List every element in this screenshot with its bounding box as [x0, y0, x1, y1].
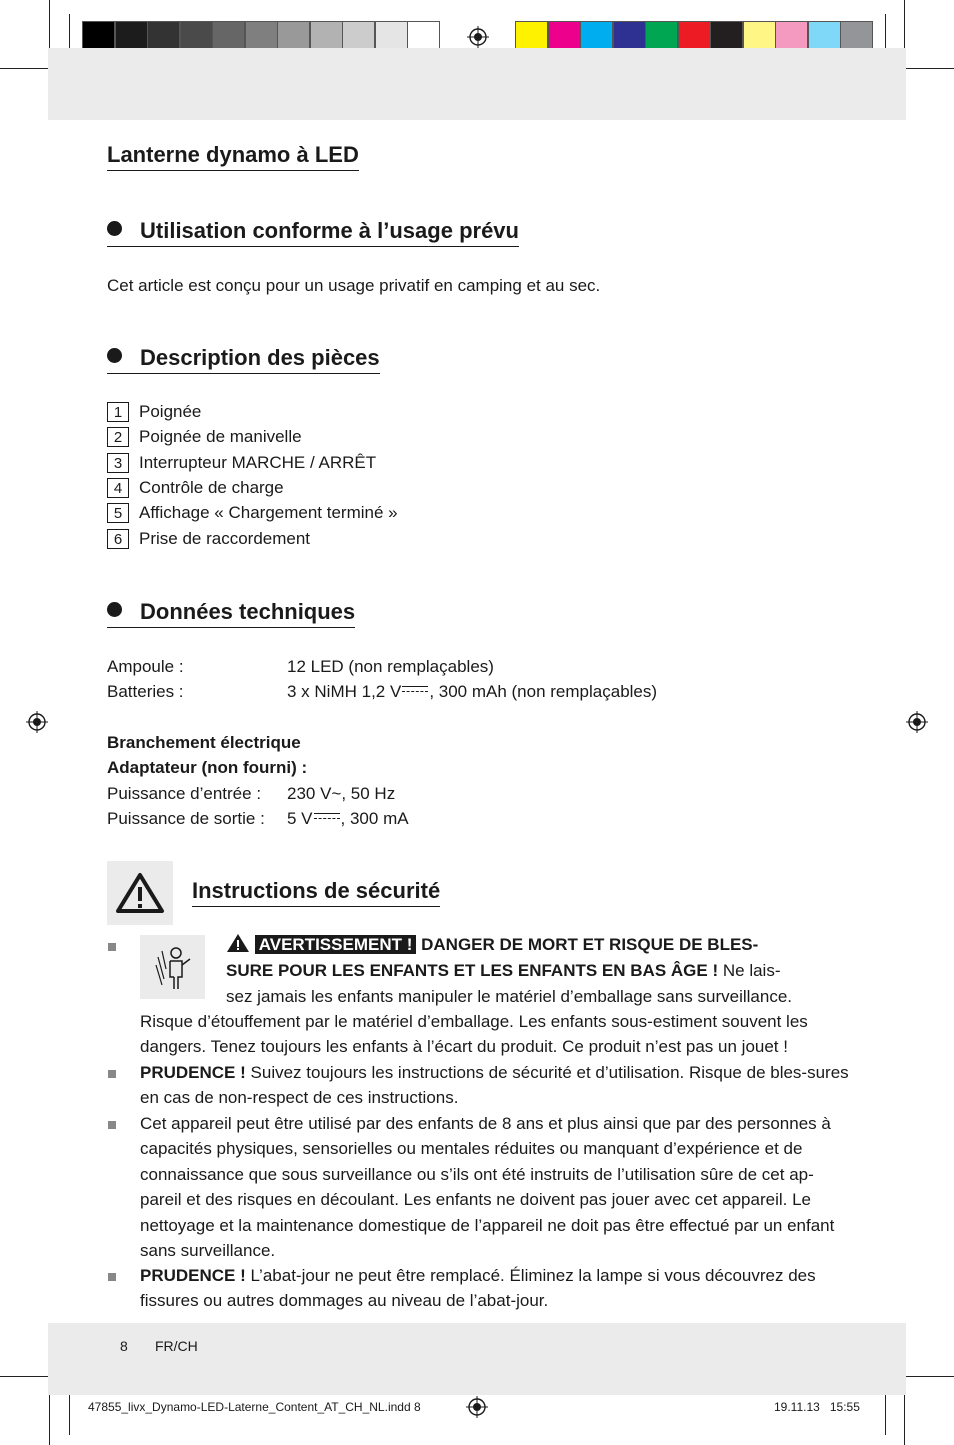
batteries-value: 3 x NiMH 1,2 V , 300 mAh (non remplaçables)	[287, 682, 658, 701]
part-item: 2 Poignée de manivelle	[107, 426, 302, 448]
input-value: 230 V~, 50 Hz	[287, 784, 396, 803]
crop-mark	[904, 1393, 905, 1445]
warning-triangle-icon	[107, 861, 173, 925]
language-code: FR/CH	[155, 1338, 198, 1354]
warning-line-1: AVERTISSEMENT ! DANGER DE MORT ET RISQUE DE BLES-	[226, 932, 758, 957]
registration-mark-icon	[466, 1396, 488, 1418]
warning-triangle-small-icon	[226, 933, 250, 953]
output-value: 5 V , 300 mA	[287, 809, 409, 828]
dc-symbol-icon	[402, 686, 428, 694]
connection-heading: Branchement électrique	[107, 733, 301, 752]
section-heading-parts: Description des pièces	[107, 345, 380, 374]
part-item: 4 Contrôle de charge	[107, 477, 284, 499]
registration-mark-icon	[26, 711, 48, 733]
bullet-dot-icon	[107, 602, 122, 617]
square-bullet-icon	[108, 1070, 116, 1078]
appliance-paragraph: Cet appareil peut être utilisé par des enfants de 8 ans et plus ainsi que par des personnes à capacités physiques, sensorielles ou mentales réduites ou manquant d’expérience et de connaissance que sous surveillance ou s’ils ont été instruits de l’utilisation sûre de cet ap-pareil et des risques en découlant. Les enfants ne doivent pas jouer avec cet appareil. Le nettoyage et la maintenance domestique de l’appareil ne doit pas être effectué par un enfant sans surveillance.	[140, 1114, 835, 1261]
page-number: 8	[120, 1338, 128, 1354]
prudence-paragraph-1: PRUDENCE ! Suivez toujours les instructions de sécurité et d’utilisation. Risque de bles-sures en cas de non-respect de ces instructions.	[140, 1063, 849, 1108]
square-bullet-icon	[108, 943, 116, 951]
crop-mark	[902, 68, 954, 69]
ampoule-value: 12 LED (non remplaçables)	[287, 657, 494, 676]
page-title: Lanterne dynamo à LED	[107, 142, 359, 171]
crop-mark	[0, 1376, 52, 1377]
part-item: 1 Poignée	[107, 401, 201, 423]
output-label: Puissance de sortie :	[107, 809, 265, 828]
crop-mark	[69, 1395, 70, 1435]
batteries-label: Batteries :	[107, 682, 184, 701]
square-bullet-icon	[108, 1121, 116, 1129]
header-band	[48, 48, 906, 120]
crop-mark	[0, 68, 52, 69]
file-name: 47855_livx_Dynamo-LED-Laterne_Content_AT_CH_NL.indd 8	[88, 1400, 421, 1414]
ampoule-label: Ampoule :	[107, 657, 184, 676]
crop-mark	[902, 1376, 954, 1377]
warning-line-3: sez jamais les enfants manipuler le matériel d’emballage sans surveillance.	[226, 987, 792, 1006]
crop-mark	[49, 1393, 50, 1445]
file-date: 19.11.13 15:55	[774, 1400, 860, 1414]
registration-mark-icon	[906, 711, 928, 733]
warning-paragraph: Risque d’étouffement par le matériel d’emballage. Les enfants sous-estiment souvent les dangers. Tenez toujours les enfants à l’écart du produit. Ce produit n’est pas un jouet !	[140, 1012, 808, 1057]
usage-text: Cet article est conçu pour un usage privatif en camping et au sec.	[107, 276, 601, 295]
section-heading-safety: Instructions de sécurité	[192, 878, 440, 907]
part-item: 6 Prise de raccordement	[107, 528, 310, 550]
prudence-paragraph-2: PRUDENCE ! L’abat-jour ne peut être remplacé. Éliminez la lampe si vous découvrez des fissures ou autres dommages au niveau de l’abat-jour.	[140, 1266, 816, 1311]
adapter-heading: Adaptateur (non fourni) :	[107, 758, 308, 777]
bullet-dot-icon	[107, 221, 122, 236]
crop-mark	[904, 0, 905, 52]
input-label: Puissance d’entrée :	[107, 784, 262, 803]
warning-line-2: SURE POUR LES ENFANTS ET LES ENFANTS EN BAS ÂGE ! Ne lais-	[226, 961, 781, 980]
crop-mark	[885, 1395, 886, 1435]
child-warning-icon	[140, 935, 205, 999]
bullet-dot-icon	[107, 348, 122, 363]
dc-symbol-icon	[314, 813, 340, 821]
crop-mark	[49, 0, 50, 52]
section-heading-usage: Utilisation conforme à l’usage prévu	[107, 218, 519, 247]
part-item: 3 Interrupteur MARCHE / ARRÊT	[107, 452, 376, 474]
part-item: 5 Affichage « Chargement terminé »	[107, 502, 398, 524]
registration-mark-icon	[467, 26, 489, 48]
section-heading-tech: Données techniques	[107, 599, 355, 628]
square-bullet-icon	[108, 1273, 116, 1281]
